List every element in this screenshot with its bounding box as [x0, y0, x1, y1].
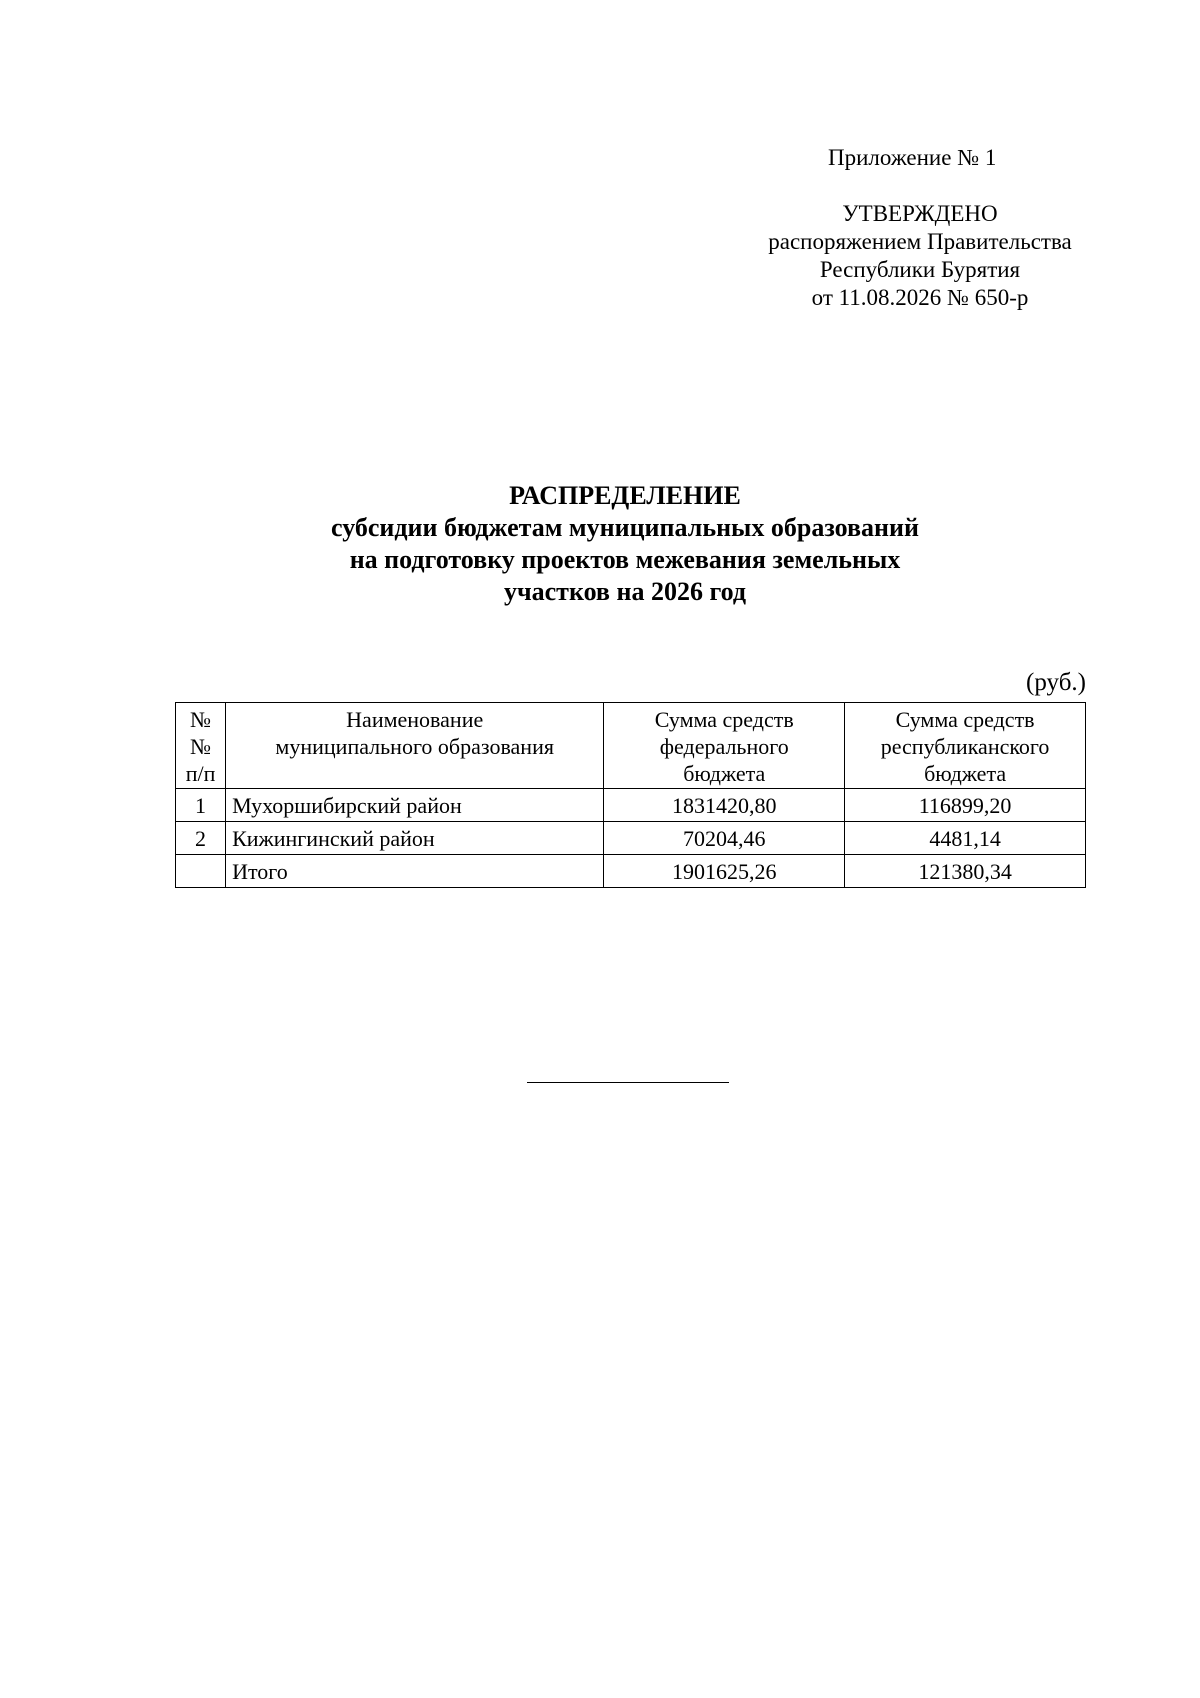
row-number: 1 — [176, 789, 226, 822]
approval-line: распоряжением Правительства — [768, 229, 1072, 254]
republic-total: 121380,34 — [845, 855, 1086, 888]
federal-total: 1901625,26 — [604, 855, 845, 888]
table-row — [176, 822, 1086, 855]
header-federal-budget: Сумма средств федерального бюджета — [604, 703, 845, 789]
title-line: на подготовку проектов межевания земельных — [349, 545, 901, 574]
table-row — [176, 789, 1086, 822]
total-label: Итого — [226, 855, 604, 888]
closing-divider — [527, 1082, 729, 1083]
title-line: РАСПРЕДЕЛЕНИЕ — [509, 481, 741, 510]
header-municipality: Наименование муниципального образования — [226, 703, 604, 789]
federal-amount: 1831420,80 — [604, 789, 845, 822]
unit-label: (руб.) — [1026, 669, 1086, 696]
document-title — [200, 480, 1050, 608]
approval-heading: УТВЕРЖДЕНО — [842, 201, 998, 226]
approval-line: Республики Бурятия — [819, 257, 1021, 282]
appendix-label: Приложение № 1 — [828, 145, 997, 170]
row-number — [176, 855, 226, 888]
table-header-row — [176, 703, 1086, 789]
approval-stamp — [740, 200, 1100, 312]
header-number: №№ п/п — [176, 703, 226, 789]
total-row — [176, 855, 1086, 888]
republic-amount: 116899,20 — [845, 789, 1086, 822]
approval-date-line: от 11.08.2026 № 650-р — [811, 285, 1029, 310]
row-number: 2 — [176, 822, 226, 855]
title-line: субсидии бюджетам муниципальных образований — [331, 513, 919, 542]
header-republic-budget: Сумма средств республиканского бюджета — [845, 703, 1086, 789]
republic-amount: 4481,14 — [845, 822, 1086, 855]
federal-amount: 70204,46 — [604, 822, 845, 855]
municipality-name: Мухоршибирский район — [226, 789, 604, 822]
distribution-table — [175, 702, 1086, 888]
title-line: участков на 2026 год — [503, 577, 747, 606]
municipality-name: Кижингинский район — [226, 822, 604, 855]
